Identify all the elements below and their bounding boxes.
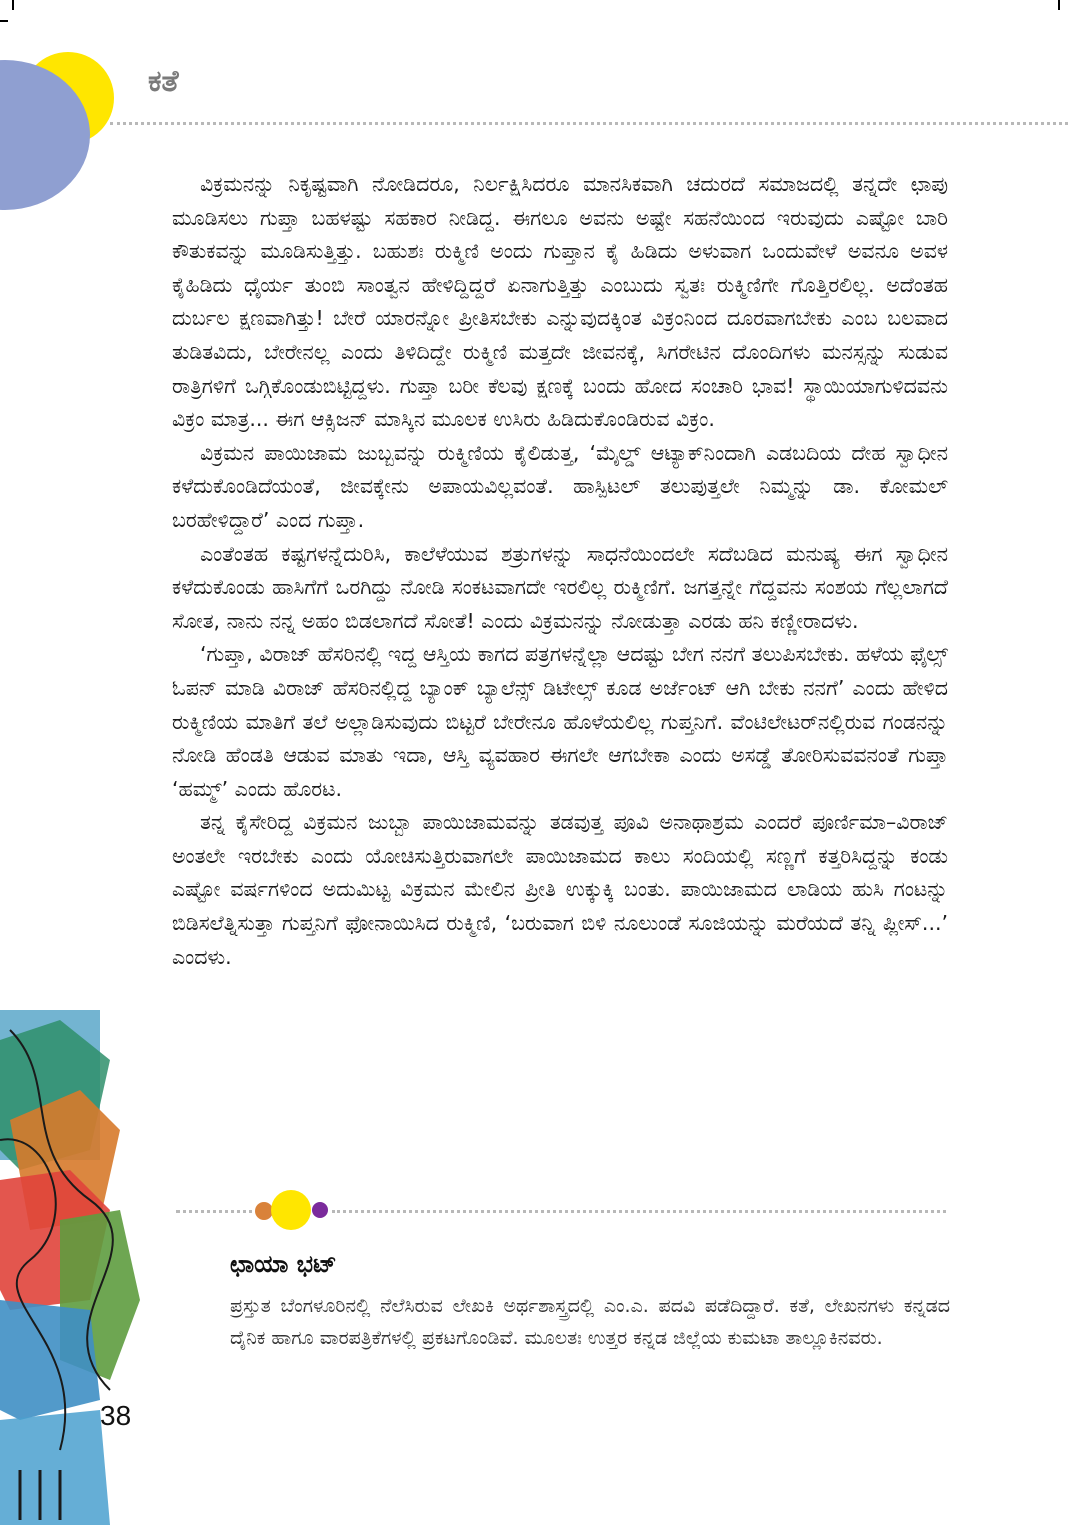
story-paragraph-1: ವಿಕ್ರಮನನ್ನು ನಿಕೃಷ್ಟವಾಗಿ ನೋಡಿದರೂ, ನಿರ್ಲಕ್ಷಿಸಿದರೂ ಮಾನಸಿಕವಾಗಿ ಚದುರದೆ ಸಮಾಜದಲ್ಲಿ ತನ್ನದೇ ಛಾಪು ಮೂಡಿಸಲು ಗುಪ್ತಾ ಬಹಳಷ್ಟು ಸಹಕಾರ ನೀಡಿದ್ದ. ಈಗಲೂ ಅವನು ಅಷ್ಟೇ ಸಹನೆಯಿಂದ ಇರುವುದು ಎಷ್ಟೋ ಬಾರಿ ಕೌತುಕವನ್ನು ಮೂಡಿಸುತ್ತಿತ್ತು. ಬಹುಶಃ ರುಕ್ಮಿಣಿ ಅಂದು ಗುಪ್ತಾನ ಕೈ ಹಿಡಿದು ಅಳುವಾಗ ಒಂದುವೇಳೆ ಅವನೂ ಅವಳ ಕೈಹಿಡಿದು ಧೈರ್ಯ ತುಂಬಿ ಸಾಂತ್ವನ ಹೇಳಿದ್ದಿದ್ದರೆ ಏನಾಗುತ್ತಿತ್ತು ಎಂಬುದು ಸ್ವತಃ ರುಕ್ಮಿಣಿಗೇ ಗೊತ್ತಿರಲಿಲ್ಲ. ಅದೆಂತಹ ದುರ್ಬಲ ಕ್ಷಣವಾಗಿತ್ತು! ಬೇರೆ ಯಾರನ್ನೋ ಪ್ರೀತಿಸಬೇಕು ಎನ್ನುವುದಕ್ಕಿಂತ ವಿಕ್ರಂನಿಂದ ದೂರವಾಗಬೇಕು ಎಂಬ ಬಲವಾದ ತುಡಿತವಿದು, ಬೇರೇನಲ್ಲ ಎಂದು ತಿಳಿದಿದ್ದೇ ರುಕ್ಮಿಣಿ ಮತ್ತದೇ ಜೀವನಕ್ಕೆ, ಸಿಗರೇಟಿನ ದೊಂದಿಗಳು ಮನಸ್ಸನ್ನು ಸುಡುವ ರಾತ್ರಿಗಳಿಗೆ ಒಗ್ಗಿಕೊಂಡುಬಿಟ್ಟಿದ್ದಳು. ಗುಪ್ತಾ ಬರೀ ಕೆಲವು ಕ್ಷಣಕ್ಕೆ ಬಂದು ಹೋದ ಸಂಚಾರಿ ಭಾವ! ಸ್ಥಾಯಿಯಾಗುಳಿದವನು ವಿಕ್ರಂ ಮಾತ್ರ... ಈಗ ಆಕ್ಸಿಜನ್ ಮಾಸ್ಕಿನ ಮೂಲಕ ಉಸಿರು ಹಿಡಿದುಕೊಂಡಿರುವ ವಿಕ್ರಂ. — [172, 172, 948, 432]
story-body — [172, 168, 948, 974]
purple-dot-decoration — [312, 1202, 328, 1218]
author-block — [230, 1250, 950, 1354]
header-dotted-rule — [110, 122, 1068, 125]
author-bio: ಪ್ರಸ್ತುತ ಬೆಂಗಳೂರಿನಲ್ಲಿ ನೆಲೆಸಿರುವ ಲೇಖಕಿ ಅರ್ಥಶಾಸ್ತ್ರದಲ್ಲಿ ಎಂ.ಎ. ಪದವಿ ಪಡೆದಿದ್ದಾರೆ. ಕತೆ, ಲೇಖನಗಳು ಕನ್ನಡದ ದೈನಿಕ ಹಾಗೂ ವಾರಪತ್ರಿಕೆಗಳಲ್ಲಿ ಪ್ರಕಟಗೊಂಡಿವೆ. ಮೂಲತಃ ಉತ್ತರ ಕನ್ನಡ ಜಿಲ್ಲೆಯ ಕುಮಟಾ ತಾಲ್ಲೂಕಿನವರು. — [230, 1295, 950, 1349]
crop-mark-top-right — [1058, 0, 1060, 10]
story-paragraph-4: ‘ಗುಪ್ತಾ, ವಿರಾಜ್ ಹೆಸರಿನಲ್ಲಿ ಇದ್ದ ಆಸ್ತಿಯ ಕಾಗದ ಪತ್ರಗಳನ್ನೆಲ್ಲಾ ಆದಷ್ಟು ಬೇಗ ನನಗೆ ತಲುಪಿಸಬೇಕು. ಹಳೆಯ ಫೈಲ್ಸ್ ಓಪನ್ ಮಾಡಿ ವಿರಾಜ್ ಹೆಸರಿನಲ್ಲಿದ್ದ ಬ್ಯಾಂಕ್ ಬ್ಯಾಲೆನ್ಸ್ ಡಿಟೇಲ್ಸ್ ಕೂಡ ಅರ್ಜೆಂಟ್ ಆಗಿ ಬೇಕು ನನಗೆ’ ಎಂದು ಹೇಳಿದ ರುಕ್ಮಿಣಿಯ ಮಾತಿಗೆ ತಲೆ ಅಲ್ಲಾಡಿಸುವುದು ಬಿಟ್ಟರೆ ಬೇರೇನೂ ಹೊಳೆಯಲಿಲ್ಲ ಗುಪ್ತನಿಗೆ. ವೆಂಟಿಲೇಟರ್‌ನಲ್ಲಿರುವ ಗಂಡನನ್ನು ನೋಡಿ ಹೆಂಡತಿ ಆಡುವ ಮಾತು ಇದಾ, ಆಸ್ತಿ ವ್ಯವಹಾರ ಈಗಲೇ ಆಗಬೇಕಾ ಎಂದು ಅಸಡ್ಡೆ ತೋರಿಸುವವನಂತೆ ಗುಪ್ತಾ ‘ಹಮ್ಮ್’ ಎಂದು ಹೊರಟ. — [172, 642, 948, 801]
story-paragraph-3: ಎಂತೆಂತಹ ಕಷ್ಟಗಳನ್ನೆದುರಿಸಿ, ಕಾಲೆಳೆಯುವ ಶತ್ರುಗಳನ್ನು ಸಾಧನೆಯಿಂದಲೇ ಸದೆಬಡಿದ ಮನುಷ್ಯ ಈಗ ಸ್ವಾಧೀನ ಕಳೆದುಕೊಂಡು ಹಾಸಿಗೆಗೆ ಒರಗಿದ್ದು ನೋಡಿ ಸಂಕಟವಾಗದೇ ಇರಲಿಲ್ಲ ರುಕ್ಮಿಣಿಗೆ. ಜಗತ್ತನ್ನೇ ಗೆದ್ದವನು ಸಂಶಯ ಗೆಲ್ಲಲಾಗದೆ ಸೋತ, ನಾನು ನನ್ನ ಅಹಂ ಬಿಡಲಾಗದೆ ಸೋತೆ! ಎಂದು ವಿಕ್ರಮನನ್ನು ನೋಡುತ್ತಾ ಎರಡು ಹನಿ ಕಣ್ಣೀರಾದಳು. — [172, 541, 948, 633]
story-paragraph-2: ವಿಕ್ರಮನ ಪಾಯಿಜಾಮ ಜುಬ್ಬವನ್ನು ರುಕ್ಮಿಣಿಯ ಕೈಲಿಡುತ್ತ, ‘ಮೈಲ್ಡ್ ಆಟ್ಯಾಕ್‌ನಿಂದಾಗಿ ಎಡಬದಿಯ ದೇಹ ಸ್ವಾಧೀನ ಕಳೆದುಕೊಂಡಿದೆಯಂತೆ, ಜೀವಕ್ಕೇನು ಅಪಾಯವಿಲ್ಲವಂತೆ. ಹಾಸ್ಪಿಟಲ್ ತಲುಪುತ್ತಲೇ ನಿಮ್ಮನ್ನು ಡಾ. ಕೋಮಲ್ ಬರಹೇಳಿದ್ದಾರೆ’ ಎಂದ ಗುಪ್ತಾ. — [172, 440, 948, 532]
crop-mark-top-left-side — [0, 20, 8, 22]
section-title: ಕತೆ — [148, 64, 179, 99]
separator-dotted-rule-right — [332, 1210, 946, 1213]
author-name: ಛಾಯಾ ಭಟ್ — [230, 1250, 337, 1278]
abstract-illustration — [0, 1000, 150, 1525]
separator-dotted-rule-left — [176, 1210, 260, 1213]
page-number: 38 — [100, 1400, 132, 1431]
story-paragraph-5: ತನ್ನ ಕೈಸೇರಿದ್ದ ವಿಕ್ರಮನ ಜುಬ್ಬಾ ಪಾಯಿಜಾಮವನ್ನು ತಡವುತ್ತ ಪೂವಿ ಅನಾಥಾಶ್ರಮ ಎಂದರೆ ಪೂರ್ಣಿಮಾ–ವಿರಾಜ್ ಅಂತಲೇ ಇರಬೇಕು ಎಂದು ಯೋಚಿಸುತ್ತಿರುವಾಗಲೇ ಪಾಯಿಜಾಮದ ಕಾಲು ಸಂದಿಯಲ್ಲಿ ಸಣ್ಣಗೆ ಕತ್ತರಿಸಿದ್ದನ್ನು ಕಂಡು ಎಷ್ಟೋ ವರ್ಷಗಳಿಂದ ಅದುಮಿಟ್ಟ ವಿಕ್ರಮನ ಮೇಲಿನ ಪ್ರೀತಿ ಉಕ್ಕುಕ್ಕಿ ಬಂತು. ಪಾಯಿಜಾಮದ ಲಾಡಿಯ ಹುಸಿ ಗಂಟನ್ನು ಬಿಡಿಸಲೆತ್ನಿಸುತ್ತಾ ಗುಪ್ತನಿಗೆ ಫೋನಾಯಿಸಿದ ರುಕ್ಮಿಣಿ, ‘ಬರುವಾಗ ಬಿಳಿ ನೂಲುಂಡೆ ಸೂಜಿಯನ್ನು ಮರೆಯದೆ ತನ್ನಿ ಪ್ಲೀಸ್...’ ಎಂದಳು. — [172, 810, 948, 969]
yellow-dot-decoration — [271, 1190, 311, 1230]
crop-mark-top-left — [12, 0, 14, 10]
